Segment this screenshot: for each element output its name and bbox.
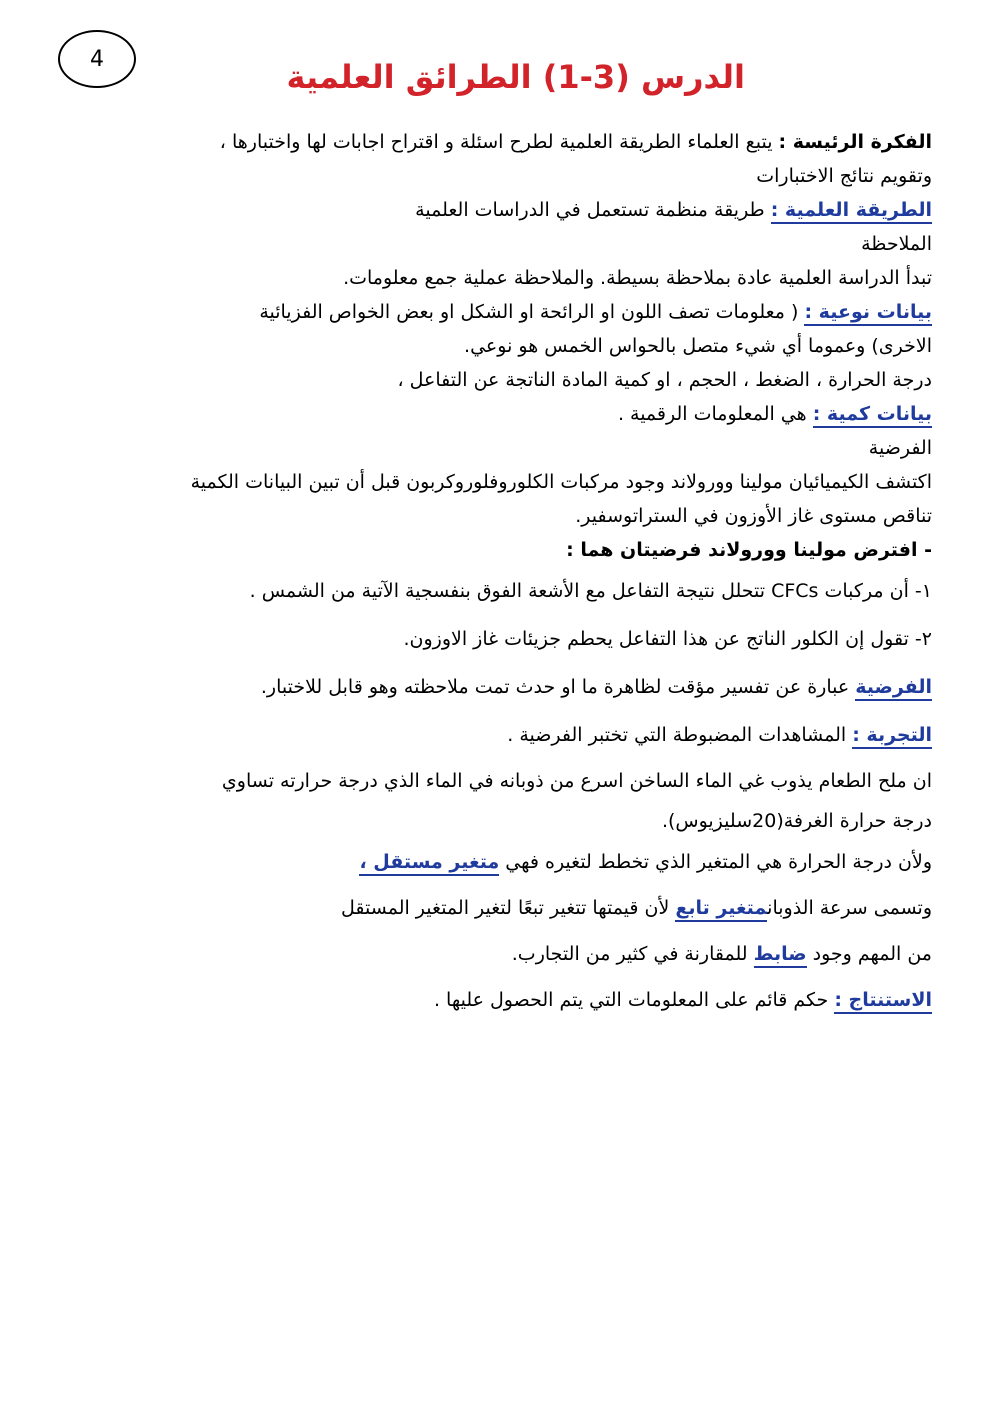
page-number: 4 [58, 30, 136, 88]
control-label: ضابط [754, 943, 807, 968]
hypothesis-story-2: تناقص مستوى غاز الأوزون في الستراتوسفير. [575, 505, 932, 527]
independent-text: ولأن درجة الحرارة هي المتغير الذي تخطط لتغيره فهي [499, 851, 932, 873]
main-idea-text: يتبع العلماء الطريقة العلمية لطرح اسئلة و اقتراح اجابات لها واختبارها ، [219, 131, 779, 153]
control-text-b: للمقارنة في كثير من التجارب. [511, 943, 754, 965]
quant-examples: درجة الحرارة ، الضغط ، الحجم ، او كمية المادة الناتجة عن التفاعل ، [397, 369, 932, 391]
hypothesis-2: ٢- تقول إن الكلور الناتج عن هذا التفاعل يحطم جزيئات غاز الاوزون. [403, 628, 932, 650]
page-title: الدرس (3-1) الطرائق العلمية [286, 58, 745, 96]
hypothesis-story-1: اكتشف الكيميائيان مولينا وورولاند وجود مركبات الكلوروفلوروكربون قبل أن تبين البيانات الكمية [190, 471, 932, 493]
dependent-label: متغير تابع [675, 897, 767, 922]
experiment-line [80, 711, 932, 759]
main-idea-label: الفكرة الرئيسة : [778, 131, 932, 153]
conclusion-text: حكم قائم على المعلومات التي يتم الحصول عليها . [433, 989, 835, 1011]
independent-label: متغير مستقل ، [359, 851, 499, 876]
conclusion-label: الاستنتاج : [834, 989, 932, 1014]
qualitative-cont: الاخرى) وعموما أي شيء متصل بالحواس الخمس هو نوعي. [464, 335, 932, 357]
observation-text: تبدأ الدراسة العلمية عادة بملاحظة بسيطة. والملاحظة عملية جمع معلومات. [343, 267, 932, 289]
experiment-def: المشاهدات المضبوطة التي تختبر الفرضية . [507, 724, 853, 746]
dependent-text-b: لأن قيمتها تتغير تبعًا لتغير المتغير المستقل [341, 897, 676, 919]
control-line [80, 931, 932, 977]
hypothesis-label: الفرضية [855, 676, 932, 701]
quantitative-text: هي المعلومات الرقمية . [617, 403, 813, 425]
sci-method-text: طريقة منظمة تستعمل في الدراسات العلمية [415, 199, 771, 221]
sci-method-label: الطريقة العلمية : [771, 199, 932, 224]
hypothesis-def: عبارة عن تفسير مؤقت لظاهرة ما او حدث تمت ملاحظته وهو قابل للاختبار. [260, 676, 856, 698]
qualitative-text: ( معلومات تصف اللون او الرائحة او الشكل او بعض الخواص الفزيائية [259, 301, 805, 323]
quantitative-line [80, 397, 932, 431]
quantitative-label: بيانات كمية : [813, 403, 932, 428]
salt-line-2: درجة حرارة الغرفة(20سليزيوس). [661, 810, 932, 832]
control-text-a: من المهم وجود [806, 943, 932, 965]
main-idea-cont: وتقويم نتائج الاختبارات [756, 165, 932, 187]
dependent-text-a: وتسمى سرعة الذوبان [767, 897, 932, 919]
main-idea-line [80, 125, 932, 159]
dependent-line [80, 885, 932, 931]
independent-line [80, 839, 932, 885]
hypothesis-def-line [80, 663, 932, 711]
hypothesis-heading: الفرضية [868, 437, 932, 459]
qualitative-line [80, 295, 932, 329]
lesson-content [80, 125, 932, 1023]
experiment-label: التجربة : [852, 724, 932, 749]
sci-method-line [80, 193, 932, 227]
conclusion-line [80, 977, 932, 1023]
observation-heading: الملاحظة [861, 233, 932, 255]
qualitative-label: بيانات نوعية : [804, 301, 932, 326]
hypotheses-intro: - افترض مولينا وورولاند فرضيتان هما : [566, 539, 932, 561]
salt-line-1: ان ملح الطعام يذوب غي الماء الساخن اسرع من ذوبانه في الماء الذي درجة حرارته تساوي [221, 770, 932, 792]
hypothesis-1: ١- أن مركبات CFCs تتحلل نتيجة التفاعل مع الأشعة الفوق بنفسجية الآتية من الشمس . [249, 580, 932, 602]
